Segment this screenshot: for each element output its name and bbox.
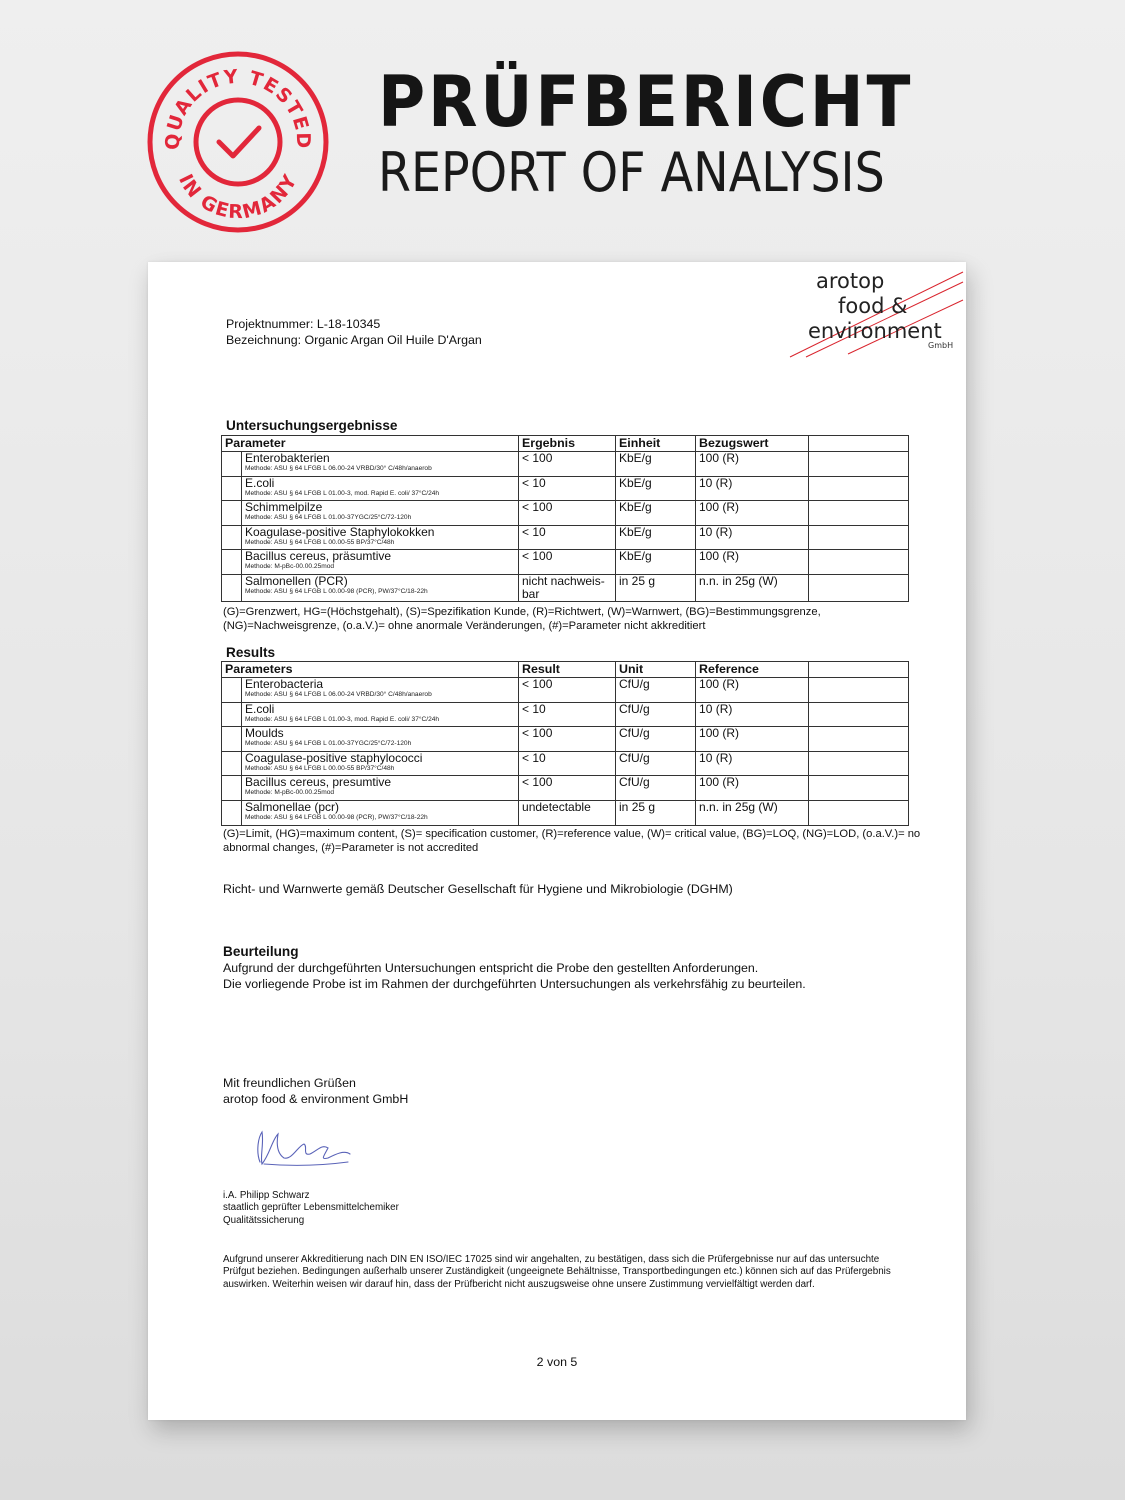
project-number: Projektnummer: L-18-10345 bbox=[226, 317, 381, 331]
row-marker-cell bbox=[222, 452, 242, 477]
signatory-name: i.A. Philipp Schwarz bbox=[223, 1190, 310, 1201]
parameter-method: Methode: ASU § 64 LFGB L 00.00-55 BP/37°C/48h bbox=[245, 764, 395, 772]
table-row bbox=[222, 574, 909, 601]
logo-line-2: food & bbox=[838, 294, 908, 318]
parameter-name: Salmonellen (PCR) bbox=[245, 573, 348, 588]
reference-cell: 100 (R) bbox=[696, 550, 809, 575]
table-row bbox=[222, 751, 909, 776]
parameter-name: Enterobacteria bbox=[245, 677, 324, 691]
table-row bbox=[222, 702, 909, 727]
unit-cell: CfU/g bbox=[616, 751, 696, 776]
parameter-method: Methode: ASU § 64 LFGB L 01.00-3, mod. Rapid E. coli/ 37°C/24h bbox=[245, 715, 440, 723]
assessment-line-2: Die vorliegende Probe ist im Rahmen der durchgeführten Untersuchungen als verkehrsfähig zu beurteilen. bbox=[223, 977, 806, 991]
results-table-de bbox=[221, 435, 909, 602]
parameter-method: Methode: ASU § 64 LFGB L 06.00-24 VRBD/30° C/48h/anaerob bbox=[245, 465, 432, 472]
result-cell: < 100 bbox=[519, 776, 616, 801]
table-header-row bbox=[222, 662, 909, 678]
row-marker-cell bbox=[222, 751, 242, 776]
empty-cell bbox=[809, 574, 909, 601]
unit-cell: in 25 g bbox=[616, 800, 696, 825]
parameter-method: Methode: M-pBc-00.00.25mod bbox=[245, 789, 335, 797]
table-row bbox=[222, 452, 909, 477]
empty-cell bbox=[809, 800, 909, 825]
parameter-method: Methode: ASU § 64 LFGB L 01.00-3, mod. Rapid E. coli/ 37°C/24h bbox=[245, 489, 440, 497]
logo-line-3: environment bbox=[808, 319, 942, 343]
unit-cell: KbE/g bbox=[616, 525, 696, 550]
col-header-reference: Bezugswert bbox=[696, 436, 809, 452]
closing-greeting: Mit freundlichen Grüßen bbox=[223, 1076, 356, 1090]
unit-cell: CfU/g bbox=[616, 776, 696, 801]
col-header-unit: Einheit bbox=[616, 436, 696, 452]
empty-cell bbox=[809, 678, 909, 703]
reference-cell: 10 (R) bbox=[696, 525, 809, 550]
results-heading-en: Results bbox=[226, 645, 276, 660]
unit-cell: in 25 g bbox=[616, 574, 696, 601]
row-marker-cell bbox=[222, 800, 242, 825]
parameter-method: Methode: ASU § 64 LFGB L 06.00-24 VRBD/30° C/48h/anaerob bbox=[245, 691, 432, 698]
row-marker-cell bbox=[222, 501, 242, 526]
unit-cell: CfU/g bbox=[616, 727, 696, 752]
results-table-en bbox=[221, 661, 909, 826]
dghm-note: Richt- und Warnwerte gemäß Deutscher Gesellschaft für Hygiene und Mikrobiologie (DGHM) bbox=[223, 882, 733, 896]
result-cell: < 10 bbox=[519, 751, 616, 776]
col-header-empty bbox=[809, 662, 909, 678]
parameter-method: Methode: ASU § 64 LFGB L 00.00-55 BP/37°C/48h bbox=[245, 538, 395, 546]
empty-cell bbox=[809, 476, 909, 501]
report-document bbox=[148, 262, 966, 1420]
assessment-line-1: Aufgrund der durchgeführten Untersuchungen entspricht die Probe den gestellten Anforderungen. bbox=[223, 961, 759, 975]
col-header-reference: Reference bbox=[696, 662, 809, 678]
result-cell: < 100 bbox=[519, 452, 616, 477]
empty-cell bbox=[809, 550, 909, 575]
parameter-method: Methode: ASU § 64 LFGB L 01.00-37YGC/25°C/72-120h bbox=[245, 740, 412, 748]
row-marker-cell bbox=[222, 776, 242, 801]
result-cell: < 100 bbox=[519, 550, 616, 575]
result-cell: < 100 bbox=[519, 727, 616, 752]
unit-cell: KbE/g bbox=[616, 476, 696, 501]
parameter-cell bbox=[242, 776, 519, 801]
reference-cell: 100 (R) bbox=[696, 678, 809, 703]
empty-cell bbox=[809, 727, 909, 752]
row-marker-cell bbox=[222, 476, 242, 501]
reference-cell: 10 (R) bbox=[696, 751, 809, 776]
svg-text:QUALITY TESTED bbox=[162, 66, 314, 150]
page-subtitle: REPORT OF ANALYSIS bbox=[378, 141, 885, 204]
signatory-title: staatlich geprüfter Lebensmittelchemiker bbox=[223, 1202, 399, 1214]
table-row bbox=[222, 800, 909, 825]
row-marker-cell bbox=[222, 550, 242, 575]
reference-cell: n.n. in 25g (W) bbox=[696, 800, 809, 825]
table-row bbox=[222, 678, 909, 703]
result-cell: < 10 bbox=[519, 702, 616, 727]
result-cell: < 100 bbox=[519, 678, 616, 703]
reference-cell: 100 (R) bbox=[696, 501, 809, 526]
parameter-cell bbox=[242, 751, 519, 776]
parameter-cell bbox=[242, 525, 519, 550]
reference-cell: n.n. in 25g (W) bbox=[696, 574, 809, 601]
parameter-name: Salmonellae (pcr) bbox=[245, 799, 340, 814]
results-heading-de: Untersuchungsergebnisse bbox=[226, 418, 398, 433]
unit-cell: KbE/g bbox=[616, 550, 696, 575]
result-cell: < 100 bbox=[519, 501, 616, 526]
page-title: PRÜFBERICHT bbox=[378, 61, 914, 143]
assessment-heading: Beurteilung bbox=[223, 944, 299, 959]
table-row bbox=[222, 476, 909, 501]
result-cell: nicht nachweis-bar bbox=[519, 574, 616, 601]
table-header-row bbox=[222, 436, 909, 452]
checkmark-icon bbox=[219, 128, 259, 156]
parameter-name: Koagulase-positive Staphylokokken bbox=[245, 524, 435, 539]
legend-en: (G)=Limit, (HG)=maximum content, (S)= specification customer, (R)=reference value, (W)= critical value, (BG)=LOQ, (NG)=LOD, (o.a.V.)= no abnormal changes, (#)=Parameter is not accredited bbox=[223, 828, 921, 854]
result-cell: < 10 bbox=[519, 476, 616, 501]
parameter-method: Methode: ASU § 64 LFGB L 01.00-37YGC/25°C/72-120h bbox=[245, 514, 412, 522]
row-marker-cell bbox=[222, 727, 242, 752]
empty-cell bbox=[809, 751, 909, 776]
parameter-name: E.coli bbox=[245, 475, 275, 490]
accreditation-disclaimer: Aufgrund unserer Akkreditierung nach DIN EN ISO/IEC 17025 sind wir angehalten, zu bestätigen, dass sich die Prüfergebnisse nur auf das untersuchte Prüfgut beziehen. Bedingungen außerhalb unserer Zuständigkeit (ungeeignete Behältnisse, Transportbedingungen etc.) können sich auf das Prüfergebnis auswirken. Weiterhin weisen wir darauf hin, dass der Prüfbericht nicht auszugsweise ohne unsere Zustimmung vervielfältigt werden darf. bbox=[223, 1254, 891, 1290]
parameter-method: Methode: M-pBc-00.00.25mod bbox=[245, 563, 335, 571]
parameter-cell bbox=[242, 550, 519, 575]
parameter-name: Enterobakterien bbox=[245, 451, 330, 465]
closing-company: arotop food & environment GmbH bbox=[223, 1092, 409, 1106]
row-marker-cell bbox=[222, 702, 242, 727]
logo-line-4: GmbH bbox=[928, 341, 954, 350]
parameter-cell bbox=[242, 476, 519, 501]
col-header-parameter: Parameter bbox=[222, 436, 519, 452]
result-cell: < 10 bbox=[519, 525, 616, 550]
arotop-logo bbox=[778, 262, 968, 362]
page-number: 2 von 5 bbox=[536, 1355, 578, 1369]
row-marker-cell bbox=[222, 574, 242, 601]
logo-line-1: arotop bbox=[816, 269, 885, 293]
table-row bbox=[222, 501, 909, 526]
parameter-name: Bacillus cereus, präsumtive bbox=[245, 549, 392, 564]
seal-top-text: QUALITY TESTED bbox=[161, 65, 315, 150]
parameter-name: Bacillus cereus, presumtive bbox=[245, 775, 392, 790]
row-marker-cell bbox=[222, 525, 242, 550]
parameter-method: Methode: ASU § 64 LFGB L 00.00-98 (PCR), PW/37°C/18-22h bbox=[245, 813, 428, 821]
col-header-empty bbox=[809, 436, 909, 452]
quality-tested-seal bbox=[146, 50, 330, 234]
parameter-cell bbox=[242, 800, 519, 825]
parameter-cell bbox=[242, 727, 519, 752]
col-header-result: Result bbox=[519, 662, 616, 678]
parameter-cell bbox=[242, 452, 519, 477]
reference-cell: 100 (R) bbox=[696, 727, 809, 752]
parameter-name: Coagulase-positive staphylococci bbox=[245, 750, 423, 765]
reference-cell: 100 (R) bbox=[696, 776, 809, 801]
col-header-result: Ergebnis bbox=[519, 436, 616, 452]
seal-bottom-text: IN GERMANY bbox=[174, 170, 303, 224]
unit-cell: KbE/g bbox=[616, 452, 696, 477]
empty-cell bbox=[809, 525, 909, 550]
parameter-cell bbox=[242, 702, 519, 727]
result-cell: undetectable bbox=[519, 800, 616, 825]
col-header-parameter: Parameters bbox=[222, 662, 519, 678]
parameter-name: E.coli bbox=[245, 701, 275, 716]
reference-cell: 10 (R) bbox=[696, 702, 809, 727]
table-row bbox=[222, 550, 909, 575]
unit-cell: CfU/g bbox=[616, 678, 696, 703]
table-row bbox=[222, 525, 909, 550]
signatory-department: Qualitätssicherung bbox=[223, 1214, 305, 1226]
signature bbox=[248, 1124, 358, 1174]
legend-de: (G)=Grenzwert, HG=(Höchstgehalt), (S)=Spezifikation Kunde, (R)=Richtwert, (W)=Warnwert, (BG)=Bestimmungsgrenze, (NG)=Nachweisgrenze, (o.a.V.)= ohne anormale Veränderungen, (#)=Parameter nicht akkreditiert bbox=[223, 606, 821, 632]
table-row bbox=[222, 727, 909, 752]
sample-designation: Bezeichnung: Organic Argan Oil Huile D'Argan bbox=[226, 333, 482, 347]
parameter-name: Schimmelpilze bbox=[245, 500, 323, 515]
col-header-unit: Unit bbox=[616, 662, 696, 678]
parameter-cell bbox=[242, 678, 519, 703]
empty-cell bbox=[809, 776, 909, 801]
row-marker-cell bbox=[222, 678, 242, 703]
reference-cell: 100 (R) bbox=[696, 452, 809, 477]
empty-cell bbox=[809, 702, 909, 727]
reference-cell: 10 (R) bbox=[696, 476, 809, 501]
parameter-method: Methode: ASU § 64 LFGB L 00.00-98 (PCR), PW/37°C/18-22h bbox=[245, 587, 428, 595]
empty-cell bbox=[809, 452, 909, 477]
empty-cell bbox=[809, 501, 909, 526]
parameter-cell bbox=[242, 501, 519, 526]
parameter-name: Moulds bbox=[245, 726, 284, 741]
table-row bbox=[222, 776, 909, 801]
unit-cell: CfU/g bbox=[616, 702, 696, 727]
unit-cell: KbE/g bbox=[616, 501, 696, 526]
parameter-cell bbox=[242, 574, 519, 601]
